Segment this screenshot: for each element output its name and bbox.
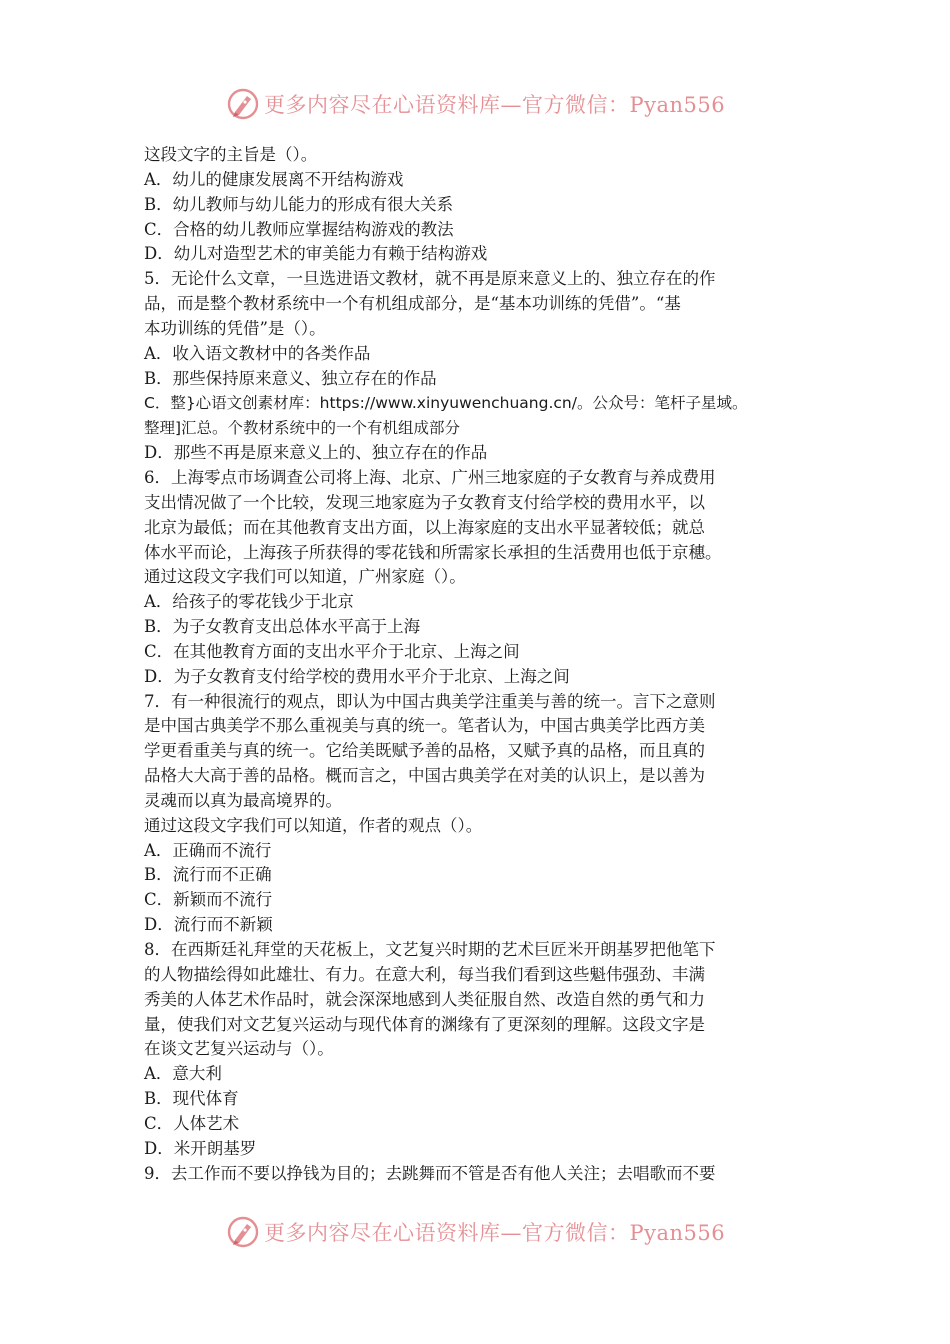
question-6-text: 支出情况做了一个比较，发现三地家庭为子女教育支付给学校的费用水平，以 bbox=[144, 492, 705, 512]
question-7-text: 通过这段文字我们可以知道，作者的观点（）。 bbox=[144, 815, 483, 835]
option-c: C．新颖而不流行 bbox=[144, 890, 273, 910]
option-b: B．那些保持原来意义、独立存在的作品 bbox=[144, 368, 437, 388]
question-7-text: 是中国古典美学不那么重视美与真的统一。笔者认为，中国古典美学比西方美 bbox=[144, 716, 705, 736]
option-c-watermark: 整理]汇总。个教材系统中的一个有机组成部分 bbox=[144, 419, 461, 438]
option-a: A．正确而不流行 bbox=[144, 840, 272, 860]
banner-text: 更多内容尽在心语资料库—官方微信：Pyan556 bbox=[264, 1221, 726, 1245]
option-d: D．米开朗基罗 bbox=[144, 1138, 257, 1158]
question-7-text: 灵魂而以真为最高境界的。 bbox=[144, 790, 342, 810]
option-c: C．合格的幼儿教师应掌握结构游戏的教法 bbox=[144, 219, 454, 239]
option-d: D．那些不再是原来意义上的、独立存在的作品 bbox=[144, 443, 488, 463]
question-6-text: 6．上海零点市场调查公司将上海、北京、广州三地家庭的子女教育与养成费用 bbox=[144, 467, 716, 487]
pen-logo-icon bbox=[226, 87, 260, 121]
document-body bbox=[144, 143, 824, 1186]
footer-banner bbox=[226, 1214, 725, 1250]
question-stem: 这段文字的主旨是（）。 bbox=[144, 145, 318, 164]
option-c: C．人体艺术 bbox=[144, 1113, 240, 1133]
question-8-text: 的人物描绘得如此雄壮、有力。在意大利，每当我们看到这些魁伟强劲、丰满 bbox=[144, 964, 705, 984]
question-8-text: 8．在西斯廷礼拜堂的天花板上，文艺复兴时期的艺术巨匠米开朗基罗把他笔下 bbox=[144, 940, 716, 959]
question-9-text: 9．去工作而不要以挣钱为目的；去跳舞而不管是否有他人关注；去唱歌而不要 bbox=[144, 1163, 716, 1183]
option-d: D．流行而不新颖 bbox=[144, 915, 273, 935]
header-banner bbox=[226, 86, 725, 122]
option-b: B．幼儿教师与幼儿能力的形成有很大关系 bbox=[144, 194, 454, 214]
option-b: B．为子女教育支出总体水平高于上海 bbox=[144, 617, 421, 637]
option-d: D．为子女教育支付给学校的费用水平介于北京、上海之间 bbox=[144, 666, 570, 686]
option-a: A．给孩子的零花钱少于北京 bbox=[144, 592, 354, 612]
question-8-text: 在谈文艺复兴运动与（）。 bbox=[144, 1039, 334, 1059]
option-c-watermark: C．整}心语文创素材库：https://www.xinyuwenchuang.cn/。公众号：笔杆子星域。 bbox=[144, 394, 748, 413]
question-8-text: 量，使我们对文艺复兴运动与现代体育的渊缘有了更深刻的理解。这段文字是 bbox=[144, 1014, 705, 1034]
question-5-text: 5．无论什么文章，一旦选进语文教材，就不再是原来意义上的、独立存在的作 bbox=[144, 269, 716, 289]
option-a: A．意大利 bbox=[144, 1064, 222, 1084]
question-6-text: 北京为最低；而在其他教育支出方面，以上海家庭的支出水平显著较低；就总 bbox=[144, 517, 705, 537]
question-7-text: 7．有一种很流行的观点，即认为中国古典美学注重美与善的统一。言下之意则 bbox=[144, 691, 716, 711]
question-5-text: 品，而是整个教材系统中一个有机组成部分，是“基本功训练的凭借”。“基 bbox=[144, 294, 681, 314]
question-6-text: 体水平而论，上海孩子所获得的零花钱和所需家长承担的生活费用也低于京穗。 bbox=[144, 542, 722, 562]
option-d: D．幼儿对造型艺术的审美能力有赖于结构游戏 bbox=[144, 244, 488, 264]
question-7-text: 学更看重美与真的统一。它给美既赋予善的品格，又赋予真的品格，而且真的 bbox=[144, 741, 705, 761]
question-5-text: 本功训练的凭借”是（）。 bbox=[144, 318, 326, 338]
question-6-text: 通过这段文字我们可以知道，广州家庭（）。 bbox=[144, 567, 466, 587]
question-7-text: 品格大大高于善的品格。概而言之，中国古典美学在对美的认识上，是以善为 bbox=[144, 766, 705, 786]
option-a: A．幼儿的健康发展离不开结构游戏 bbox=[144, 169, 404, 189]
option-c: C．在其他教育方面的支出水平介于北京、上海之间 bbox=[144, 641, 520, 661]
question-8-text: 秀美的人体艺术作品时，就会深深地感到人类征服自然、改造自然的勇气和力 bbox=[144, 989, 705, 1009]
option-a: A．收入语文教材中的各类作品 bbox=[144, 343, 371, 363]
option-b: B．流行而不正确 bbox=[144, 865, 272, 885]
option-b: B．现代体育 bbox=[144, 1089, 239, 1109]
banner-text: 更多内容尽在心语资料库—官方微信：Pyan556 bbox=[264, 93, 726, 117]
pen-logo-icon bbox=[226, 1215, 260, 1249]
